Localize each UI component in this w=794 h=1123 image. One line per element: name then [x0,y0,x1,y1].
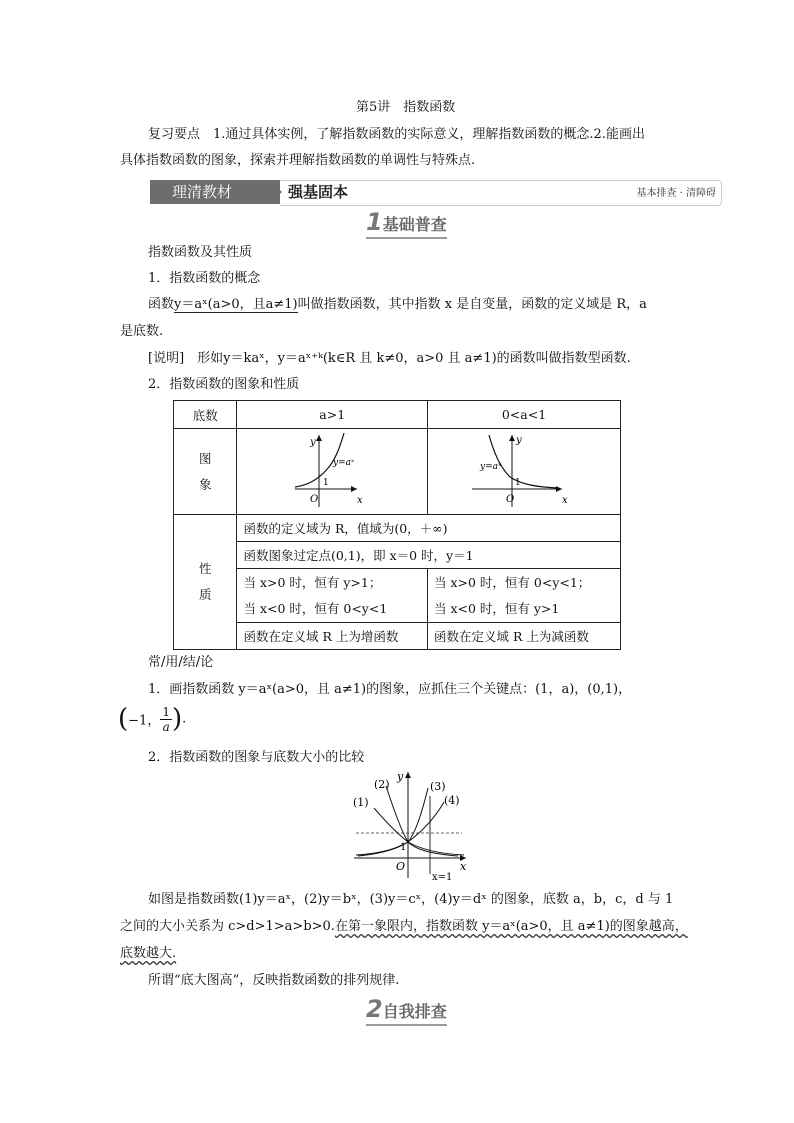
header-base: 底数 [174,401,237,429]
section-banner [150,180,722,206]
fig-origin-label: O [396,860,406,873]
note-line: [说明] 形如y＝kaˣ，y＝aˣ⁺ᵏ(k∈R 且 k≠0，a>0 且 a≠1)的函数叫做指数型函数. [148,351,631,366]
review-line-1: 复习要点 1.通过具体实例，了解指数函数的实际意义，理解指数函数的概念.2.能画出 [148,127,645,142]
banner-right: 基本排查 · 清障碍 [636,188,716,199]
section-2-heading: 2自我排查 [366,995,447,1023]
definition-line-2: 是底数. [120,324,164,339]
review-line-2: 具体指数函数的图象，探索并理解指数函数的单调性与特殊点. [120,153,476,168]
graph-increasing [237,429,428,515]
property-row-label: 性质 [198,561,212,602]
curve-4-label: (4) [444,794,460,807]
x-axis-label-2: x [562,495,568,506]
properties-table [173,400,621,650]
conclusion-heading: 常/用/结/论 [148,655,214,670]
prop-monotonic-decreasing: 函数在定义域 R 上为减函数 [428,623,621,650]
prop-value-decreasing: 当 x>0 时，恒有 0<y<1； 当 x<0 时，恒有 y>1 [428,569,621,623]
prop-fixed-point: 函数图象过定点(0,1)，即 x＝0 时，y＝1 [237,542,621,569]
curve-3-label: (3) [430,780,446,793]
intercept-label-2: 1 [515,478,521,488]
header-a-gt-1: a>1 [237,401,428,429]
prop-domain-range: 函数的定义域为 R，值域为(0，＋∞) [237,515,621,542]
comparison-line-2: 之间的大小关系为 c>d>1>a>b>0.在第一象限内，指数函数 y＝aˣ(a>0，且 a≠1)的图象越高， [120,919,688,934]
base-comparison-figure [346,766,476,882]
sub-heading-1: 1．指数函数的概念 [148,271,261,286]
conclusion-2-line: 2．指数函数的图象与底数大小的比较 [148,750,365,765]
graph-decreasing [428,429,621,515]
origin-label-2: O [506,494,515,505]
graph-row-label: 图象 [198,450,212,492]
key-point-expression: (−1， $\frac{1}{a}$ ). [118,704,187,734]
conclusion-1-line: 1．画指数函数 y＝aˣ(a>0，且 a≠1)的图象，应抓住三个关键点：(1，a)，(0,1)， [148,682,632,697]
comparison-line-1: 如图是指数函数(1)y＝aˣ，(2)y＝bˣ，(3)y＝cˣ，(4)y＝dˣ 的图象，底数 a，b，c，d 与 1 [148,892,674,907]
curve-label-2: y=aˣ [480,462,502,472]
prop-value-increasing: 当 x>0 时，恒有 y>1； 当 x<0 时，恒有 0<y<1 [237,569,428,623]
sub-heading-2: 2．指数函数的图象和性质 [148,377,300,392]
origin-label: O [310,494,319,505]
definition-line: 函数y＝aˣ(a>0，且a≠1)叫做指数函数，其中指数 x 是自变量，函数的定义域是 R，a [148,297,647,312]
y-axis-label-2: y [516,435,522,446]
comparison-line-3: 底数越大. [120,946,177,961]
fig-x1-label: x=1 [432,872,453,882]
section-1-heading: 1基础普查 [366,208,447,236]
curve-2-label: (2) [374,778,390,791]
page-title: 第5讲 指数函数 [356,100,456,115]
final-line: 所谓“底大图高”，反映指数函数的排列规律. [148,973,400,988]
banner-left: 理清教材 [150,180,280,204]
intercept-label: 1 [323,478,330,488]
increasing-exponential-graph [237,429,415,514]
fig-y-label: y [397,770,404,783]
decreasing-exponential-graph [428,429,620,514]
header-a-lt-1: 0<a<1 [428,401,621,429]
fig-x-label: x [460,860,467,873]
banner-middle: 强基固本 [288,183,349,201]
y-axis-label: y [310,437,317,448]
fig-one-label: 1 [400,842,407,853]
curve-label: y=aˣ [333,458,355,468]
curve-1-label: (1) [353,796,369,809]
x-axis-label: x [357,495,364,506]
prop-monotonic-increasing: 函数在定义域 R 上为增函数 [237,623,428,650]
heading-main: 指数函数及其性质 [148,245,253,260]
definition-formula: y＝aˣ(a>0，且a≠1) [174,297,298,312]
